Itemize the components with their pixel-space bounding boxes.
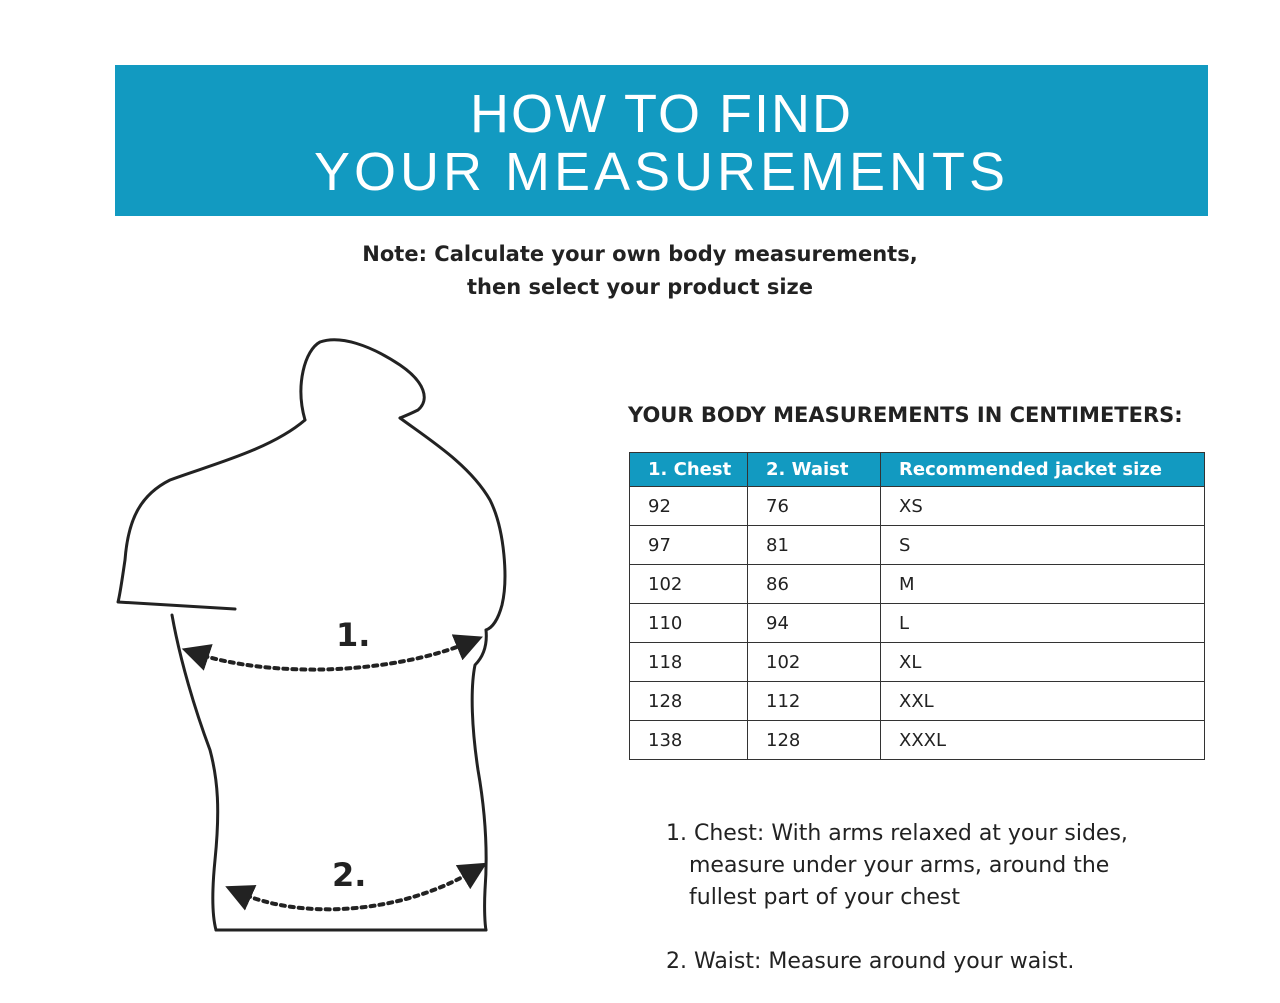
cell-chest: 128 (630, 682, 748, 721)
table-header-row (630, 453, 1205, 487)
cell-chest: 118 (630, 643, 748, 682)
table-row (630, 604, 1205, 643)
cell-size: XS (881, 487, 1205, 526)
cell-size: XL (881, 643, 1205, 682)
cell-chest: 102 (630, 565, 748, 604)
table-row (630, 526, 1205, 565)
cell-waist: 81 (748, 526, 881, 565)
table-row (630, 721, 1205, 760)
neck-outline (301, 340, 424, 420)
note-line-2: then select your product size (467, 275, 813, 299)
cell-chest: 92 (630, 487, 748, 526)
table-title: YOUR BODY MEASUREMENTS IN CENTIMETERS: (628, 403, 1183, 427)
table-row (630, 487, 1205, 526)
title-banner (115, 65, 1208, 216)
cell-size: M (881, 565, 1205, 604)
chest-number-label: 1. (336, 616, 371, 654)
table-row (630, 565, 1205, 604)
cell-waist: 76 (748, 487, 881, 526)
right-shoulder-outline (400, 418, 505, 630)
chest-instruction-line-2: measure under your arms, around the (689, 853, 1110, 878)
title-line-1: HOW TO FIND (470, 84, 853, 144)
cell-size: XXL (881, 682, 1205, 721)
note-text (0, 238, 1280, 304)
header-chest: 1. Chest (630, 453, 748, 487)
chest-instruction-line-3: fullest part of your chest (689, 885, 960, 910)
cell-chest: 97 (630, 526, 748, 565)
header-size: Recommended jacket size (881, 453, 1205, 487)
cell-waist: 102 (748, 643, 881, 682)
cell-waist: 86 (748, 565, 881, 604)
chest-arrow (195, 642, 470, 670)
table-row (630, 682, 1205, 721)
chest-instruction-line-1: 1. Chest: With arms relaxed at your sides, (666, 821, 1128, 846)
left-side-outline (172, 615, 218, 930)
cell-size: XXXL (881, 721, 1205, 760)
measurement-instructions (666, 818, 1128, 978)
table-row (630, 643, 1205, 682)
cell-waist: 112 (748, 682, 881, 721)
right-side-outline (472, 630, 486, 930)
size-table (629, 452, 1205, 760)
cell-size: L (881, 604, 1205, 643)
left-shoulder-outline (118, 420, 305, 609)
cell-chest: 110 (630, 604, 748, 643)
torso-illustration (100, 330, 530, 940)
waist-instruction: 2. Waist: Measure around your waist. (666, 949, 1075, 974)
cell-size: S (881, 526, 1205, 565)
waist-number-label: 2. (332, 856, 367, 894)
cell-chest: 138 (630, 721, 748, 760)
cell-waist: 128 (748, 721, 881, 760)
cell-waist: 94 (748, 604, 881, 643)
note-line-1: Note: Calculate your own body measurements, (362, 242, 918, 266)
title-line-2: YOUR MEASUREMENTS (313, 142, 1010, 202)
header-waist: 2. Waist (748, 453, 881, 487)
